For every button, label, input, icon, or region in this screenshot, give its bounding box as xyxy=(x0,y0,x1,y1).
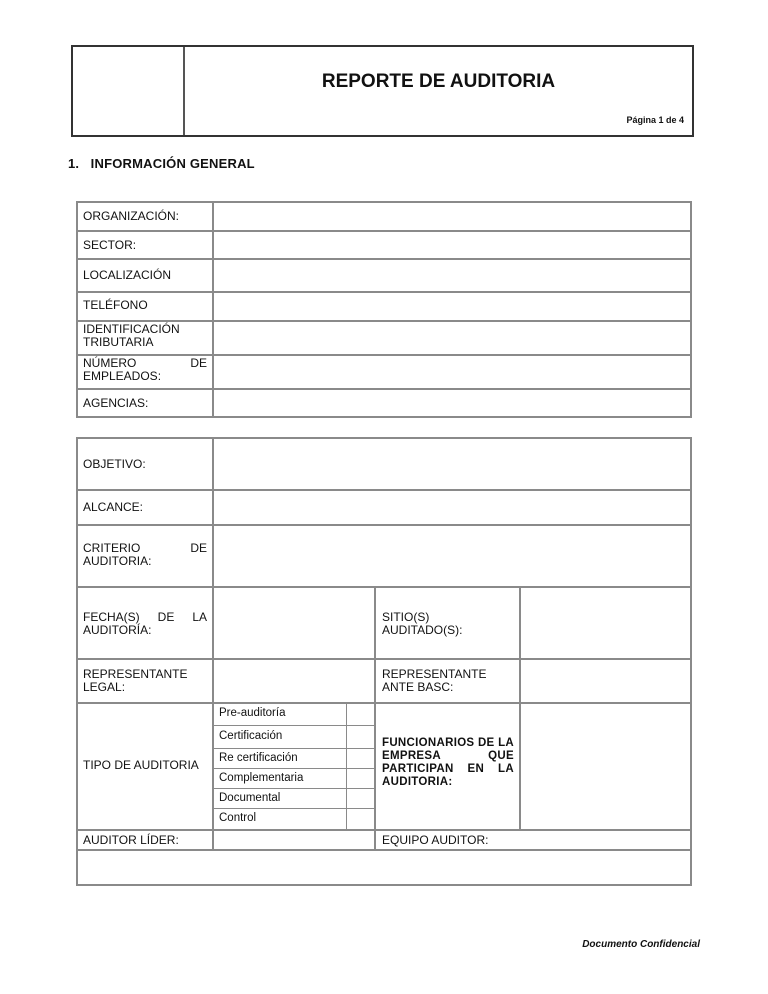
footer-confidential: Documento Confidencial xyxy=(582,939,700,950)
field-alcance[interactable] xyxy=(214,491,690,524)
label-organizacion: ORGANIZACIÓN: xyxy=(83,209,180,223)
field-telefono[interactable] xyxy=(214,293,690,320)
checkbox-documental[interactable] xyxy=(347,789,374,808)
document-header xyxy=(71,45,694,137)
field-auditor-lider[interactable] xyxy=(214,831,374,849)
checkbox-pre-auditoria[interactable] xyxy=(347,704,374,725)
field-objetivo[interactable] xyxy=(214,439,690,489)
section-title: 1. INFORMACIÓN GENERAL xyxy=(68,156,255,171)
option-re-certificacion: Re certificación xyxy=(219,752,298,764)
field-fechas[interactable] xyxy=(214,588,374,658)
label-agencias: AGENCIAS: xyxy=(83,396,149,410)
field-rep-legal[interactable] xyxy=(214,660,374,702)
label-rep-basc: REPRESENTANTE ANTE BASC: xyxy=(382,667,487,694)
checkbox-certificacion[interactable] xyxy=(347,726,374,748)
page-indicator: Página 1 de 4 xyxy=(626,115,684,125)
field-sector[interactable] xyxy=(214,232,690,258)
checkbox-complementaria[interactable] xyxy=(347,769,374,788)
checkbox-re-certificacion[interactable] xyxy=(347,749,374,768)
field-equipo-auditor[interactable] xyxy=(521,831,690,849)
label-numero-empleados: NÚMERO DE EMPLEADOS: xyxy=(83,356,207,383)
audit-info-table xyxy=(76,437,692,887)
field-rep-basc[interactable] xyxy=(521,660,690,702)
general-info-table xyxy=(76,201,692,418)
label-objetivo: OBJETIVO: xyxy=(83,457,146,471)
label-sitios: SITIO(S) AUDITADO(S): xyxy=(382,610,463,637)
label-funcionarios: FUNCIONARIOS DE LA EMPRESA QUE PARTICIPAN EN LA AUDITORIA: xyxy=(382,737,514,788)
field-funcionarios[interactable] xyxy=(521,704,690,829)
label-tipo-auditoria: TIPO DE AUDITORIA xyxy=(83,758,199,772)
field-identificacion-tributaria[interactable] xyxy=(214,322,690,354)
field-organizacion[interactable] xyxy=(214,203,690,230)
label-telefono: TELÉFONO xyxy=(83,298,148,312)
document-title: REPORTE DE AUDITORIA xyxy=(321,71,556,92)
label-criterio: CRITERIO DE AUDITORIA: xyxy=(83,541,207,568)
field-sitios[interactable] xyxy=(521,588,690,658)
label-equipo-auditor: EQUIPO AUDITOR: xyxy=(382,833,489,847)
logo-placeholder xyxy=(73,47,185,135)
field-localizacion[interactable] xyxy=(214,260,690,291)
option-complementaria: Complementaria xyxy=(219,772,304,784)
field-agencias[interactable] xyxy=(214,390,690,416)
field-numero-empleados[interactable] xyxy=(214,356,690,388)
label-auditor-lider: AUDITOR LÍDER: xyxy=(83,833,179,847)
label-sector: SECTOR: xyxy=(83,238,137,252)
field-criterio[interactable] xyxy=(214,526,690,586)
option-certificacion: Certificación xyxy=(219,730,283,742)
option-documental: Documental xyxy=(219,792,281,804)
label-alcance: ALCANCE: xyxy=(83,500,144,514)
option-pre-auditoria: Pre-auditoría xyxy=(219,707,286,719)
label-identificacion-tributaria: IDENTIFICACIÓN TRIBUTARIA xyxy=(83,322,180,349)
field-notes[interactable] xyxy=(78,851,690,884)
checkbox-control[interactable] xyxy=(347,809,374,829)
label-localizacion: LOCALIZACIÓN xyxy=(83,268,172,282)
option-control: Control xyxy=(219,812,257,824)
label-fechas: FECHA(S) DE LA AUDITORÍA: xyxy=(83,610,207,637)
label-rep-legal: REPRESENTANTE LEGAL: xyxy=(83,667,188,694)
